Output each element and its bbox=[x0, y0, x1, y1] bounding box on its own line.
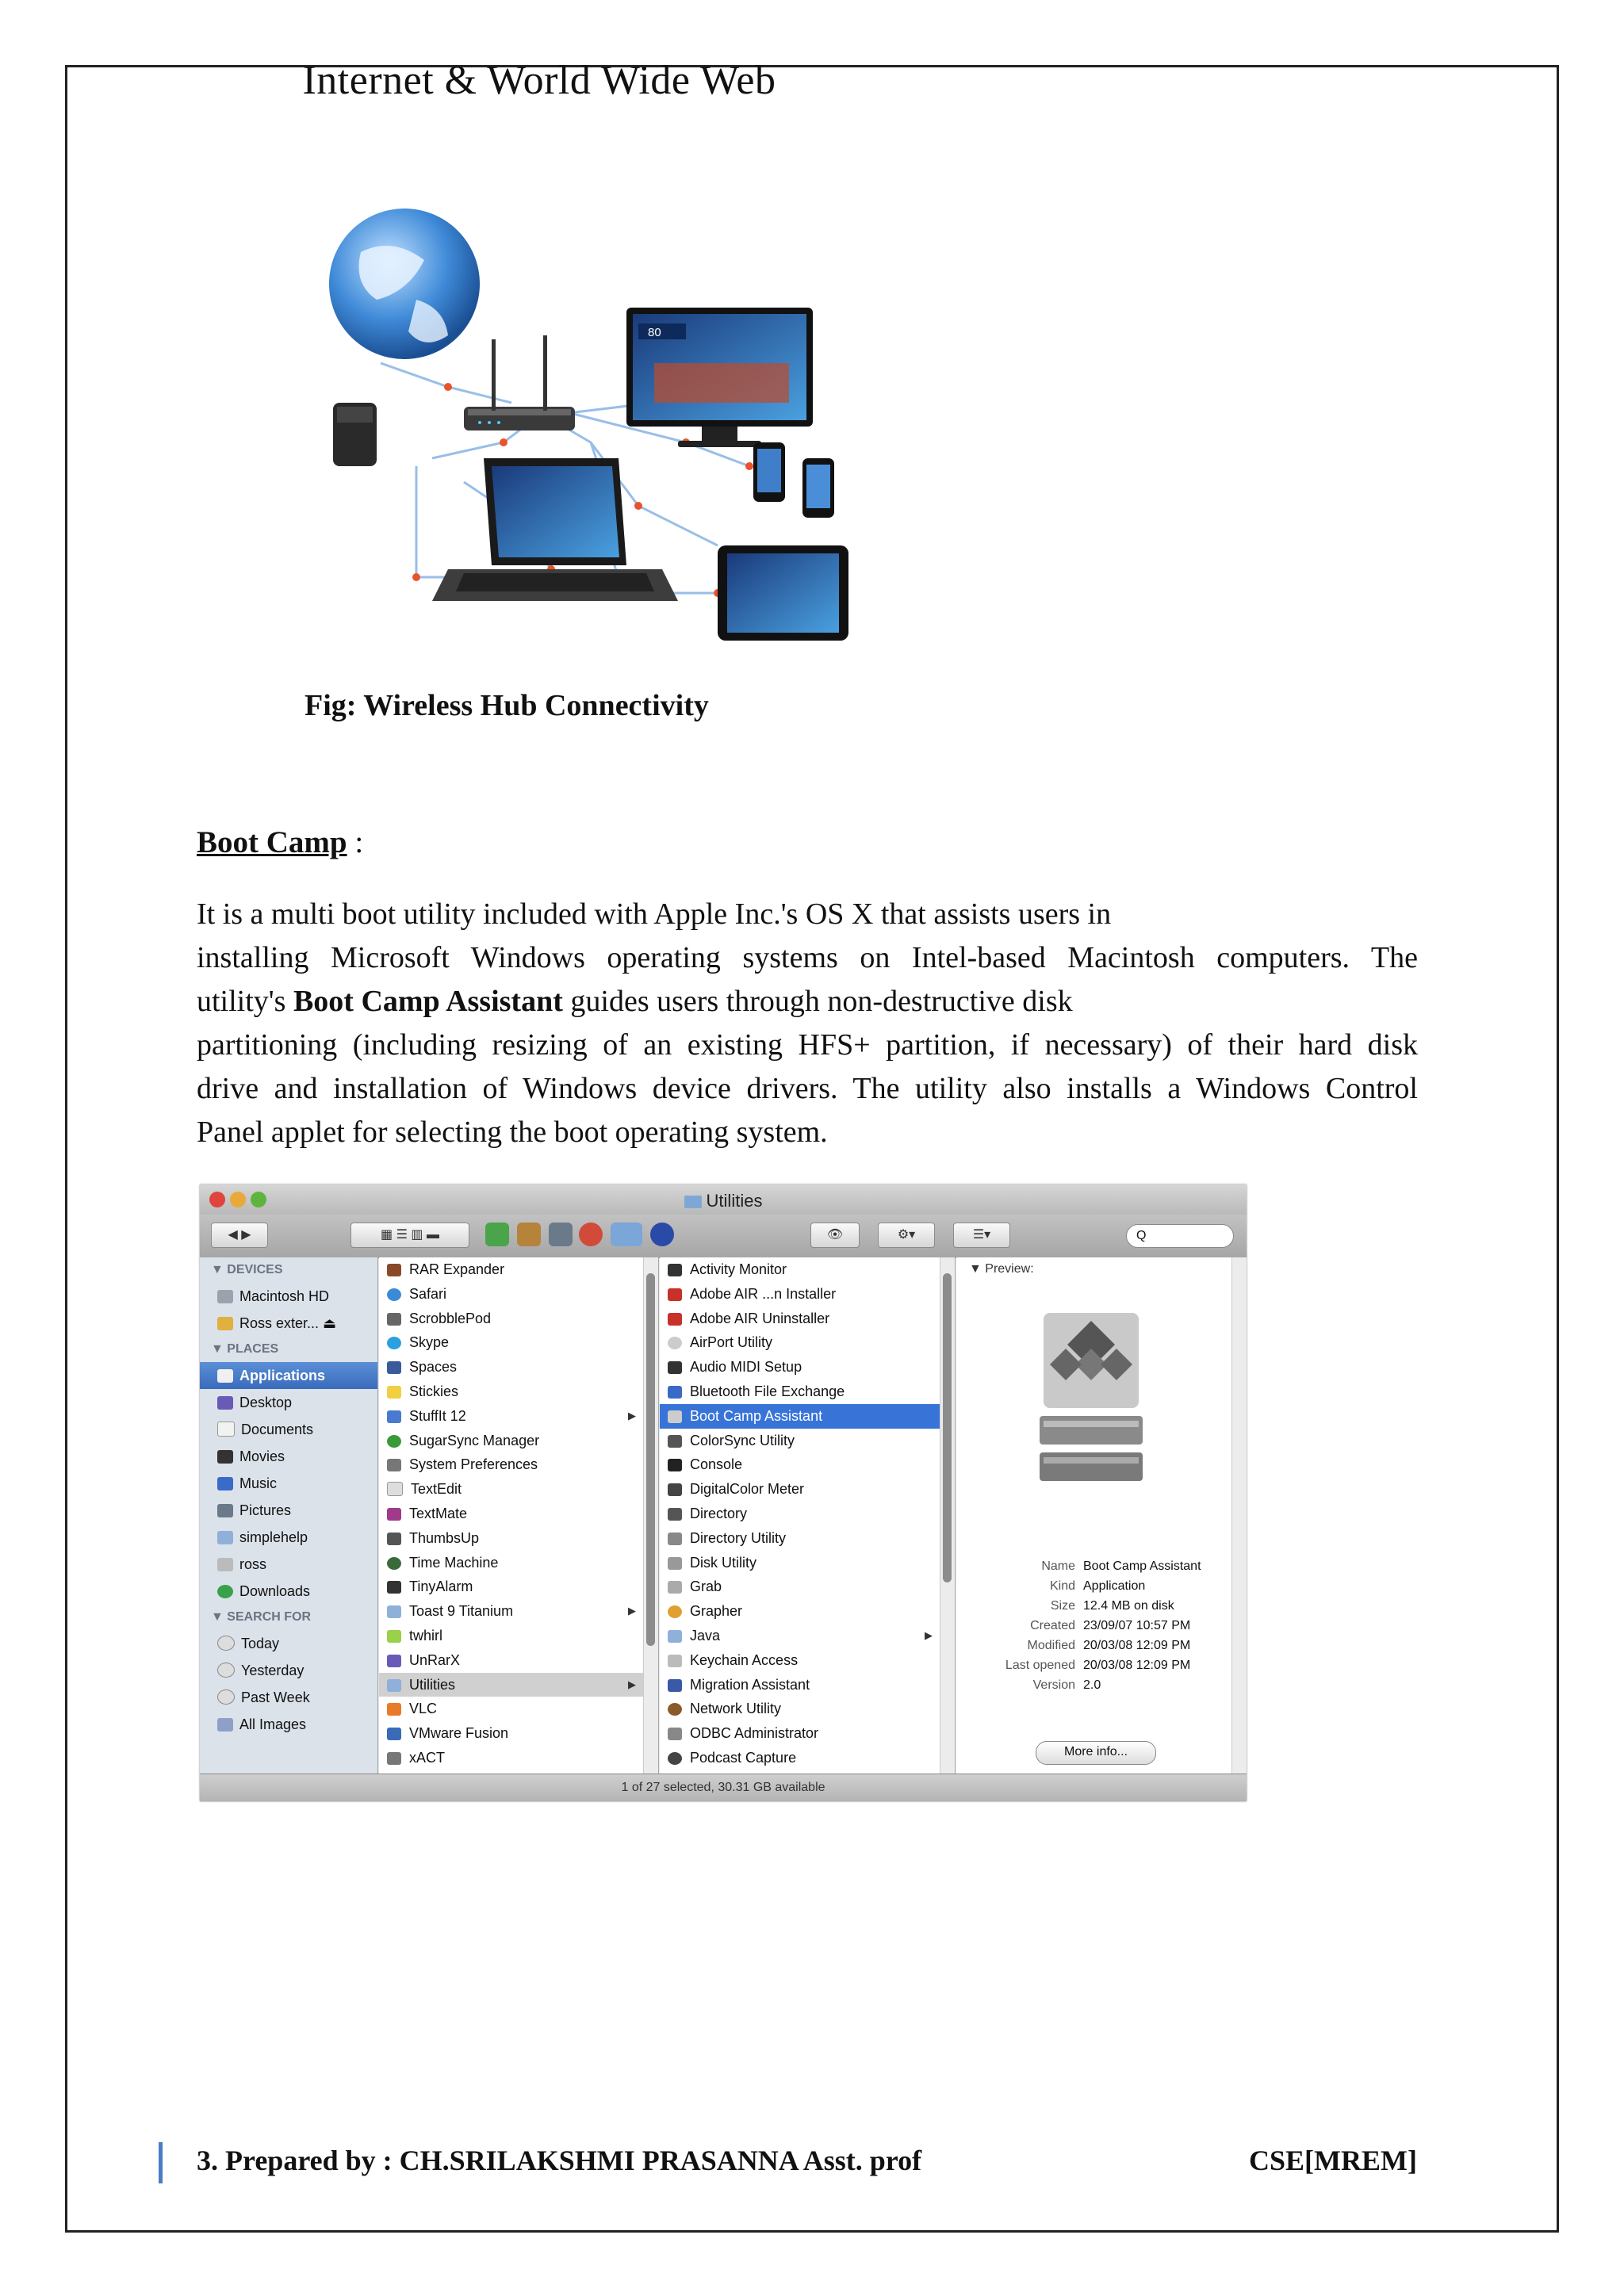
images-folder-icon bbox=[217, 1718, 233, 1732]
external-drive-icon bbox=[333, 403, 377, 466]
boot-camp-drive-icon bbox=[1028, 1305, 1155, 1495]
documents-icon bbox=[217, 1422, 235, 1437]
app-icon-green[interactable] bbox=[485, 1223, 509, 1246]
app-icon bbox=[668, 1435, 682, 1448]
action-gear-button[interactable]: ⚙▾ bbox=[878, 1223, 935, 1248]
scrollbar[interactable] bbox=[643, 1257, 658, 1774]
app-icon bbox=[668, 1557, 682, 1570]
list-item[interactable]: Keychain Access bbox=[660, 1648, 955, 1673]
app-icon bbox=[387, 1410, 401, 1423]
app-icon bbox=[387, 1703, 401, 1716]
app-icon bbox=[668, 1410, 682, 1423]
list-item[interactable]: Stickies bbox=[379, 1380, 658, 1404]
downloads-icon bbox=[217, 1585, 233, 1598]
quick-look-button[interactable]: 👁 bbox=[810, 1223, 860, 1248]
list-item[interactable]: Audio MIDI Setup bbox=[660, 1355, 955, 1380]
scrollbar[interactable] bbox=[940, 1257, 955, 1774]
section-heading bbox=[197, 825, 363, 860]
list-item[interactable]: Spaces bbox=[379, 1355, 658, 1380]
list-item[interactable]: VMware Fusion bbox=[379, 1721, 658, 1746]
app-icon bbox=[387, 1752, 401, 1765]
app-icon bbox=[668, 1679, 682, 1692]
body-paragraph bbox=[197, 893, 1418, 1154]
disclosure-arrow-icon: ▶ bbox=[628, 1409, 636, 1422]
more-info-button[interactable]: More info... bbox=[1036, 1741, 1156, 1765]
list-item[interactable]: UnRarX bbox=[379, 1648, 658, 1673]
sidebar-item-applications[interactable]: Applications bbox=[200, 1362, 377, 1389]
hard-drive-icon bbox=[217, 1290, 233, 1303]
app-icon bbox=[387, 1361, 401, 1374]
smartphone-icon-2 bbox=[802, 458, 834, 518]
body-line-5: drive and installation of Windows device drivers. The utility also installs a Windows Control bbox=[197, 1072, 1418, 1105]
wireless-hub-figure bbox=[305, 205, 876, 660]
body-line-6: Panel applet for selecting the boot operating system. bbox=[197, 1115, 828, 1149]
folder-icon bbox=[668, 1630, 682, 1643]
list-item[interactable]: Adobe AIR ...n Installer bbox=[660, 1282, 955, 1307]
sidebar-item-music[interactable]: Music bbox=[200, 1470, 377, 1497]
smartphone-icon bbox=[753, 442, 785, 502]
list-item[interactable]: ScrobblePod bbox=[379, 1307, 658, 1331]
finder-column-utilities bbox=[660, 1257, 956, 1774]
app-icon bbox=[668, 1264, 682, 1276]
list-item[interactable]: SugarSync Manager bbox=[379, 1429, 658, 1453]
list-item[interactable]: Adobe AIR Uninstaller bbox=[660, 1307, 955, 1331]
app-icon bbox=[668, 1337, 682, 1349]
app-icon bbox=[387, 1728, 401, 1740]
body-line-2: installing Microsoft Windows operating systems on Intel-based Macintosh computers. The bbox=[197, 941, 1418, 974]
list-item[interactable]: TinyAlarm bbox=[379, 1575, 658, 1599]
file-info: Name Boot Camp Assistant Kind Application Size 12.4 MB on disk Created 23/09/07 10:57 PM Modified 20/03/08 12:09 PM Last opened 20/03/08 12:09 PM Version 2.0 bbox=[1005, 1559, 1201, 1692]
folder-icon bbox=[684, 1196, 702, 1208]
view-mode-buttons[interactable]: ▦ ☰ ▥ ▬ bbox=[350, 1223, 469, 1248]
sidebar-item-desktop[interactable]: Desktop bbox=[200, 1389, 377, 1416]
clock-icon bbox=[217, 1663, 235, 1678]
list-item[interactable]: VLC bbox=[379, 1697, 658, 1721]
app-icon bbox=[387, 1459, 401, 1471]
folder-icon bbox=[387, 1605, 401, 1618]
sidebar-item-macintosh-hd[interactable]: Macintosh HD bbox=[200, 1283, 377, 1310]
list-item[interactable]: System Preferences bbox=[379, 1452, 658, 1477]
footer-accent-bar bbox=[159, 2142, 163, 2183]
sidebar-item-simplehelp[interactable]: simplehelp bbox=[200, 1524, 377, 1551]
app-icon bbox=[668, 1288, 682, 1301]
body-line-3-tail: guides users through non-destructive disk bbox=[562, 985, 1073, 1018]
body-line-3-lead: utility's bbox=[197, 985, 293, 1018]
list-item[interactable]: ThumbsUp bbox=[379, 1526, 658, 1551]
window-title-text: Utilities bbox=[706, 1191, 763, 1211]
back-forward-button[interactable]: ◀ ▶ bbox=[211, 1223, 268, 1248]
sidebar-item-downloads[interactable]: Downloads bbox=[200, 1578, 377, 1605]
list-item[interactable]: Safari bbox=[379, 1282, 658, 1307]
list-item[interactable]: Java ▶ bbox=[660, 1624, 955, 1648]
app-icon bbox=[668, 1508, 682, 1521]
app-icon-red[interactable] bbox=[579, 1223, 603, 1246]
finder-window bbox=[200, 1184, 1247, 1801]
status-bar: 1 of 27 selected, 30.31 GB available bbox=[200, 1774, 1247, 1801]
list-item[interactable]: Directory bbox=[660, 1502, 955, 1526]
app-icon bbox=[387, 1435, 401, 1448]
finder-column-applications bbox=[379, 1257, 659, 1774]
app-icon bbox=[387, 1655, 401, 1667]
list-item[interactable]: xACT bbox=[379, 1746, 658, 1770]
list-item[interactable]: Grab bbox=[660, 1575, 955, 1599]
sidebar-search-header: ▼ SEARCH FOR bbox=[211, 1610, 312, 1624]
app-icon bbox=[668, 1533, 682, 1545]
app-icon bbox=[668, 1459, 682, 1471]
app-icon bbox=[668, 1581, 682, 1594]
body-line-4: partitioning (including resizing of an existing HFS+ partition, if necessary) of their hard disk bbox=[197, 1028, 1418, 1062]
list-item[interactable]: Grapher bbox=[660, 1599, 955, 1624]
app-icon bbox=[387, 1264, 401, 1276]
list-item[interactable]: ColorSync Utility bbox=[660, 1429, 955, 1453]
laptop-icon bbox=[432, 458, 678, 601]
list-item[interactable]: twhirl bbox=[379, 1624, 658, 1648]
arrange-button[interactable]: ☰▾ bbox=[953, 1223, 1010, 1248]
app-icon bbox=[668, 1752, 682, 1765]
list-item[interactable]: Network Utility bbox=[660, 1697, 955, 1721]
sidebar-item-all-images[interactable]: All Images bbox=[200, 1711, 377, 1738]
desktop-icon bbox=[217, 1396, 233, 1410]
list-item-boot-camp-assistant[interactable]: Boot Camp Assistant bbox=[660, 1404, 955, 1429]
footer-author: 3. Prepared by : CH.SRILAKSHMI PRASANNA Asst. prof bbox=[197, 2145, 922, 2176]
sidebar-item-ross-external[interactable]: Ross exter... ⏏ bbox=[200, 1310, 377, 1337]
app-icon bbox=[387, 1508, 401, 1521]
list-item[interactable]: StuffIt 12 ▶ bbox=[379, 1404, 658, 1429]
app-icon-brown[interactable] bbox=[517, 1223, 541, 1246]
music-icon bbox=[217, 1477, 233, 1490]
sidebar-places-header: ▼ PLACES bbox=[211, 1342, 279, 1356]
external-drive-icon bbox=[217, 1317, 233, 1330]
list-item[interactable]: Toast 9 Titanium ▶ bbox=[379, 1599, 658, 1624]
list-item[interactable]: Bluetooth File Exchange bbox=[660, 1380, 955, 1404]
app-icon-gray[interactable] bbox=[549, 1223, 573, 1246]
page-header-title: Internet & World Wide Web bbox=[302, 58, 776, 103]
app-icon bbox=[668, 1655, 682, 1667]
movies-icon bbox=[217, 1450, 233, 1464]
scrollbar-thumb[interactable] bbox=[646, 1273, 655, 1646]
list-item[interactable]: Skype bbox=[379, 1330, 658, 1355]
app-icon bbox=[387, 1386, 401, 1399]
app-icon bbox=[387, 1581, 401, 1594]
app-icon bbox=[668, 1483, 682, 1496]
tv-monitor-icon bbox=[626, 308, 813, 447]
sidebar-item-pictures[interactable]: Pictures bbox=[200, 1497, 377, 1524]
bold-phrase: Boot Camp Assistant bbox=[293, 985, 563, 1018]
search-input[interactable]: Q bbox=[1126, 1224, 1234, 1248]
tv-screen-text: 80 bbox=[648, 326, 661, 339]
finder-toolbar bbox=[200, 1215, 1247, 1258]
scrollbar[interactable] bbox=[1231, 1257, 1247, 1774]
app-icon bbox=[668, 1703, 682, 1716]
finder-titlebar bbox=[200, 1184, 1247, 1215]
disclosure-arrow-icon: ▶ bbox=[628, 1678, 636, 1690]
window-title bbox=[200, 1191, 1247, 1211]
list-item[interactable]: DigitalColor Meter bbox=[660, 1477, 955, 1502]
list-item[interactable]: RAR Expander bbox=[379, 1257, 658, 1282]
router-icon bbox=[464, 335, 575, 430]
pictures-icon bbox=[217, 1504, 233, 1517]
clock-icon bbox=[217, 1636, 235, 1651]
home-icon bbox=[217, 1558, 233, 1571]
scrollbar-thumb[interactable] bbox=[943, 1273, 952, 1582]
app-icon bbox=[668, 1386, 682, 1399]
section-title-colon: : bbox=[347, 825, 364, 859]
finder-preview-pane bbox=[956, 1257, 1247, 1774]
app-icon bbox=[387, 1482, 403, 1496]
list-item[interactable]: AirPort Utility bbox=[660, 1330, 955, 1355]
preview-header: ▼ Preview: bbox=[969, 1262, 1034, 1276]
list-item[interactable]: Directory Utility bbox=[660, 1526, 955, 1551]
footer-department: CSE[MREM] bbox=[1249, 2145, 1417, 2176]
figure-caption: Fig: Wireless Hub Connectivity bbox=[304, 689, 709, 722]
sidebar-item-movies[interactable]: Movies bbox=[200, 1443, 377, 1470]
list-item[interactable]: Time Machine bbox=[379, 1551, 658, 1575]
tablet-icon bbox=[718, 545, 848, 641]
list-item[interactable]: Disk Utility bbox=[660, 1551, 955, 1575]
app-icon-folder[interactable] bbox=[611, 1223, 642, 1246]
finder-sidebar bbox=[200, 1257, 378, 1774]
list-item[interactable]: ODBC Administrator bbox=[660, 1721, 955, 1746]
app-icon bbox=[668, 1605, 682, 1618]
list-item[interactable]: TextMate bbox=[379, 1502, 658, 1526]
app-icon bbox=[387, 1557, 401, 1570]
app-icon bbox=[668, 1361, 682, 1374]
list-item-selected-folder[interactable]: Utilities ▶ bbox=[379, 1673, 658, 1697]
disclosure-arrow-icon: ▶ bbox=[628, 1605, 636, 1617]
disclosure-arrow-icon: ▶ bbox=[925, 1628, 933, 1641]
list-item[interactable]: Migration Assistant bbox=[660, 1673, 955, 1697]
app-icon bbox=[387, 1533, 401, 1545]
list-item[interactable]: Console bbox=[660, 1452, 955, 1477]
app-icon bbox=[668, 1313, 682, 1326]
app-icon bbox=[387, 1288, 401, 1301]
sidebar-item-past-week[interactable]: Past Week bbox=[200, 1684, 377, 1711]
sidebar-item-today[interactable]: Today bbox=[200, 1630, 377, 1657]
sidebar-item-yesterday[interactable]: Yesterday bbox=[200, 1657, 377, 1684]
applications-icon bbox=[217, 1369, 233, 1383]
folder-icon bbox=[217, 1531, 233, 1544]
list-item[interactable]: TextEdit bbox=[379, 1477, 658, 1502]
globe-icon bbox=[329, 209, 480, 359]
sidebar-item-documents[interactable]: Documents bbox=[200, 1416, 377, 1443]
app-icon bbox=[387, 1313, 401, 1326]
folder-icon bbox=[387, 1679, 401, 1692]
sidebar-devices-header: ▼ DEVICES bbox=[211, 1263, 283, 1276]
app-icon bbox=[387, 1337, 401, 1349]
body-line-3 bbox=[197, 980, 1418, 1024]
list-item[interactable]: Activity Monitor bbox=[660, 1257, 955, 1282]
help-icon[interactable] bbox=[650, 1223, 674, 1246]
app-icon bbox=[387, 1630, 401, 1643]
sidebar-item-ross[interactable]: ross bbox=[200, 1551, 377, 1578]
clock-icon bbox=[217, 1689, 235, 1705]
section-title: Boot Camp bbox=[197, 825, 347, 859]
list-item[interactable]: Podcast Capture bbox=[660, 1746, 955, 1770]
app-icon bbox=[668, 1728, 682, 1740]
body-line-1: It is a multi boot utility included with Apple Inc.'s OS X that assists users in bbox=[197, 897, 1112, 931]
